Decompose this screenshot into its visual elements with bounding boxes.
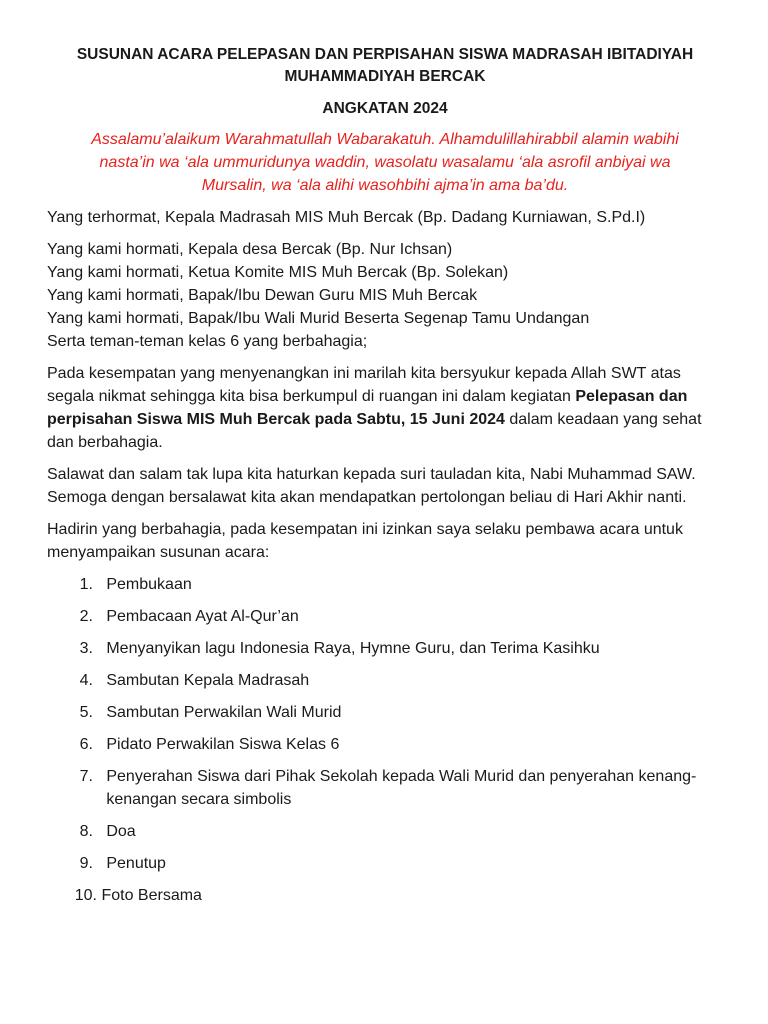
- paragraph-gratitude-part1: Pada kesempatan yang menyenangkan ini marilah kita bersyukur kepada Allah SWT atas segala nikmat sehingga kita bisa berkumpul di ruangan ini dalam kegiatan: [47, 365, 681, 405]
- paragraph-salawat: Salawat dan salam tak lupa kita haturkan kepada suri tauladan kita, Nabi Muhammad SAW. Semoga dengan bersalawat kita akan mendapatkan pertolongan beliau di Hari Akhir nanti.: [47, 466, 696, 506]
- agenda-text: Pembukaan: [106, 576, 192, 593]
- title-line-2: MUHAMMADIYAH BERCAK: [284, 68, 486, 85]
- title-line-1: SUSUNAN ACARA PELEPASAN DAN PERPISAHAN SISWA MADRASAH IBITADIYAH: [76, 46, 694, 63]
- agenda-text: Sambutan Perwakilan Wali Murid: [106, 704, 342, 721]
- agenda-text: Penutup: [106, 855, 166, 872]
- agenda-number: 4.: [79, 672, 93, 689]
- document-page: [47, 44, 723, 916]
- agenda-item: [47, 765, 723, 811]
- agenda-number: 5.: [79, 704, 93, 721]
- year-heading: ANGKATAN 2024: [322, 100, 448, 117]
- agenda-number: 7.: [79, 768, 93, 785]
- event-highlight: Pelepasan dan perpisahan Siswa MIS Muh Bercak pada Sabtu, 15 Juni 2024: [47, 388, 688, 428]
- respect-list: [47, 238, 723, 353]
- agenda-number: 6.: [79, 736, 93, 753]
- respect-item: Serta teman-teman kelas 6 yang berbahagia;: [47, 333, 368, 350]
- agenda-text: Doa: [106, 823, 136, 840]
- opening-greeting: [47, 128, 723, 197]
- agenda-item: [47, 701, 723, 724]
- paragraph-gratitude-part2: dalam keadaan yang sehat dan berbahagia.: [47, 411, 702, 451]
- agenda-text: Sambutan Kepala Madrasah: [106, 672, 310, 689]
- agenda-number: 2.: [79, 608, 93, 625]
- agenda-text: Penyerahan Siswa dari Pihak Sekolah kepada Wali Murid dan penyerahan kenang-kenangan secara simbolis: [106, 768, 697, 808]
- agenda-item: [47, 733, 723, 756]
- respect-item: Yang kami hormati, Bapak/Ibu Wali Murid Beserta Segenap Tamu Undangan: [47, 310, 590, 327]
- greeting-line-2: nasta’in wa ‘ala ummuridunya waddin, wasolatu wasalamu ‘ala asrofil anbiyai wa: [99, 154, 671, 171]
- respect-item: Yang kami hormati, Ketua Komite MIS Muh Bercak (Bp. Solekan): [47, 264, 509, 281]
- paragraph-agenda-intro: Hadirin yang berbahagia, pada kesempatan ini izinkan saya selaku pembawa acara untuk menyampaikan susunan acara:: [47, 521, 683, 561]
- agenda-list: [47, 573, 723, 907]
- agenda-item: [47, 573, 723, 596]
- agenda-item: [47, 884, 723, 907]
- agenda-text: Pidato Perwakilan Siswa Kelas 6: [106, 736, 340, 753]
- agenda-number: 3.: [79, 640, 93, 657]
- agenda-item: [47, 637, 723, 660]
- agenda-item: [47, 605, 723, 628]
- agenda-text: Menyanyikan lagu Indonesia Raya, Hymne Guru, dan Terima Kasihku: [106, 640, 600, 657]
- respect-item: Yang kami hormati, Kepala desa Bercak (Bp. Nur Ichsan): [47, 241, 453, 258]
- agenda-number: 9.: [79, 855, 93, 872]
- greeting-line-3: Mursalin, wa ‘ala alihi wasohbihi ajma’in ama ba’du.: [201, 177, 569, 194]
- respect-item: Yang kami hormati, Bapak/Ibu Dewan Guru MIS Muh Bercak: [47, 287, 478, 304]
- agenda-item: [47, 852, 723, 875]
- greeting-line-1: Assalamu’alaikum Warahmatullah Wabarakatuh. Alhamdulillahirabbil alamin wabihi: [91, 131, 679, 148]
- paragraph-gratitude: [47, 362, 723, 454]
- agenda-item: [47, 820, 723, 843]
- agenda-number: 1.: [79, 576, 93, 593]
- agenda-number: 8.: [79, 823, 93, 840]
- agenda-text: Foto Bersama: [101, 887, 202, 904]
- agenda-text: Pembacaan Ayat Al-Qur’an: [106, 608, 299, 625]
- agenda-number: 10.: [74, 887, 97, 904]
- agenda-item: [47, 669, 723, 692]
- respect-main: Yang terhormat, Kepala Madrasah MIS Muh Bercak (Bp. Dadang Kurniawan, S.Pd.I): [47, 209, 646, 226]
- document-title: [47, 44, 723, 88]
